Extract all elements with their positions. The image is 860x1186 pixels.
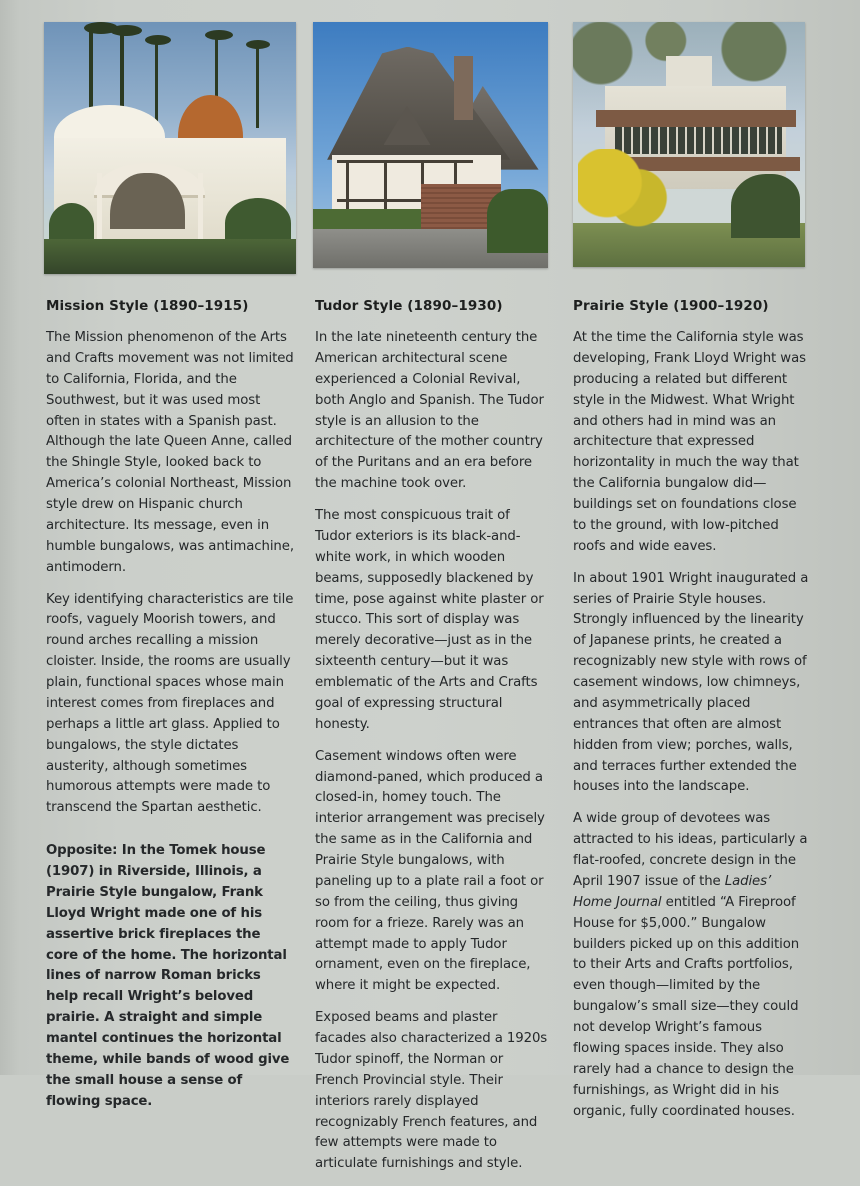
column-prairie-style <box>573 298 809 1133</box>
mission-style-photo <box>44 22 296 274</box>
mission-paragraph-1: The Mission phenomenon of the Arts and Crafts movement was not limited to California, Florida, and the Southwest, but it was used most often in states with a Spanish past. Although the late Queen Anne, called the Shingle Style, looked back to America’s colonial Northeast, Mission style drew on Hispanic church architecture. Its message, even in humble bungalows, was antimachine, antimodern. <box>46 330 294 575</box>
ladies-home-journal-title: Ladies’ Home Journal <box>573 873 772 910</box>
mission-paragraph-2: Key identifying characteristics are tile roofs, vaguely Moorish towers, and round arches recalling a mission cloister. Inside, the rooms are usually plain, functional spaces whose main interest comes from fireplaces and perhaps a little art glass. Applied to bungalows, the style dictates austerity, although sometimes humorous attempts were made to transcend the Spartan aesthetic. <box>46 591 294 816</box>
tudor-paragraph-4: Exposed beams and plaster facades also characterized a 1920s Tudor spinoff, the Norman or French Provincial style. Their interiors rarely displayed recognizably French features, and few attempts were made to articulate furnishings and style. <box>315 1010 548 1172</box>
opposite-caption: Opposite: In the Tomek house (1907) in Riverside, Illinois, a Prairie Style bungalow, Frank Lloyd Wright made one of his assertive brick fireplaces the core of the home. The horizontal lines of narrow Roman bricks help recall Wright’s beloved prairie. A straight and simple mantel continues the horizontal theme, while bands of wood give the small house a sense of flowing space. <box>46 843 290 1109</box>
tudor-style-heading: Tudor Style (1890–1930) <box>315 298 503 314</box>
prairie-style-heading: Prairie Style (1900–1920) <box>573 298 769 314</box>
tudor-style-photo <box>313 22 548 268</box>
prairie-paragraph-1: At the time the California style was developing, Frank Lloyd Wright was producing a related but different style in the Midwest. What Wright and others had in mind was an architecture that expressed horizontality in much the way that the California bungalow did—buildings set on foundations close to the ground, with low-pitched roofs and wide eaves. <box>573 330 806 554</box>
mission-style-heading: Mission Style (1890–1915) <box>46 298 249 314</box>
prairie-style-photo <box>573 22 805 267</box>
prairie-p3-part2: entitled “A Fireproof House for $5,000.” Bungalow builders picked up on this addition to their Arts and Crafts portfolios, even though—limited by the bungalow’s small size—they could not develop Wright’s famous flowing spaces inside. They also rarely had a chance to design the furnishings, as Wright did in his organic, fully coordinated houses. <box>573 894 800 1119</box>
column-mission-style <box>46 298 294 1124</box>
tudor-paragraph-2: The most conspicuous trait of Tudor exteriors is its black-and-white work, in which wooden beams, supposedly blackened by time, pose against white plaster or stucco. This sort of display was merely decorative—just as in the sixteenth century—but it was emblematic of the Arts and Crafts goal of expressing structural honesty. <box>315 508 544 732</box>
prairie-paragraph-2: In about 1901 Wright inaugurated a series of Prairie Style houses. Strongly influenced by the linearity of Japanese prints, he created a recognizably new style with rows of casement windows, low chimneys, and asymmetrically placed entrances that often are almost hidden from view; porches, walls, and terraces further extended the houses into the landscape. <box>573 570 809 795</box>
tudor-paragraph-3: Casement windows often were diamond-paned, which produced a closed-in, homey touch. The interior arrangement was precisely the same as in the California and Prairie Style bungalows, with paneling up to a plate rail a foot or so from the ceiling, thus giving room for a frieze. Rarely was an attempt made to apply Tudor ornament, even on the fireplace, where it might be expected. <box>315 748 545 994</box>
page-content <box>44 22 816 1172</box>
prairie-p3-part1: A wide group of devotees was attracted to his ideas, particularly a flat-roofed, concrete design in the April 1907 issue of the <box>573 811 808 889</box>
prairie-paragraph-3 <box>573 809 809 1122</box>
photo-row <box>44 22 816 274</box>
column-tudor-style <box>315 298 548 1186</box>
tudor-paragraph-1: In the late nineteenth century the American architectural scene experienced a Colonial Revival, both Anglo and Spanish. The Tudor style is an allusion to the architecture of the mother country of the Puritans and an era before the machine took over. <box>315 330 544 492</box>
